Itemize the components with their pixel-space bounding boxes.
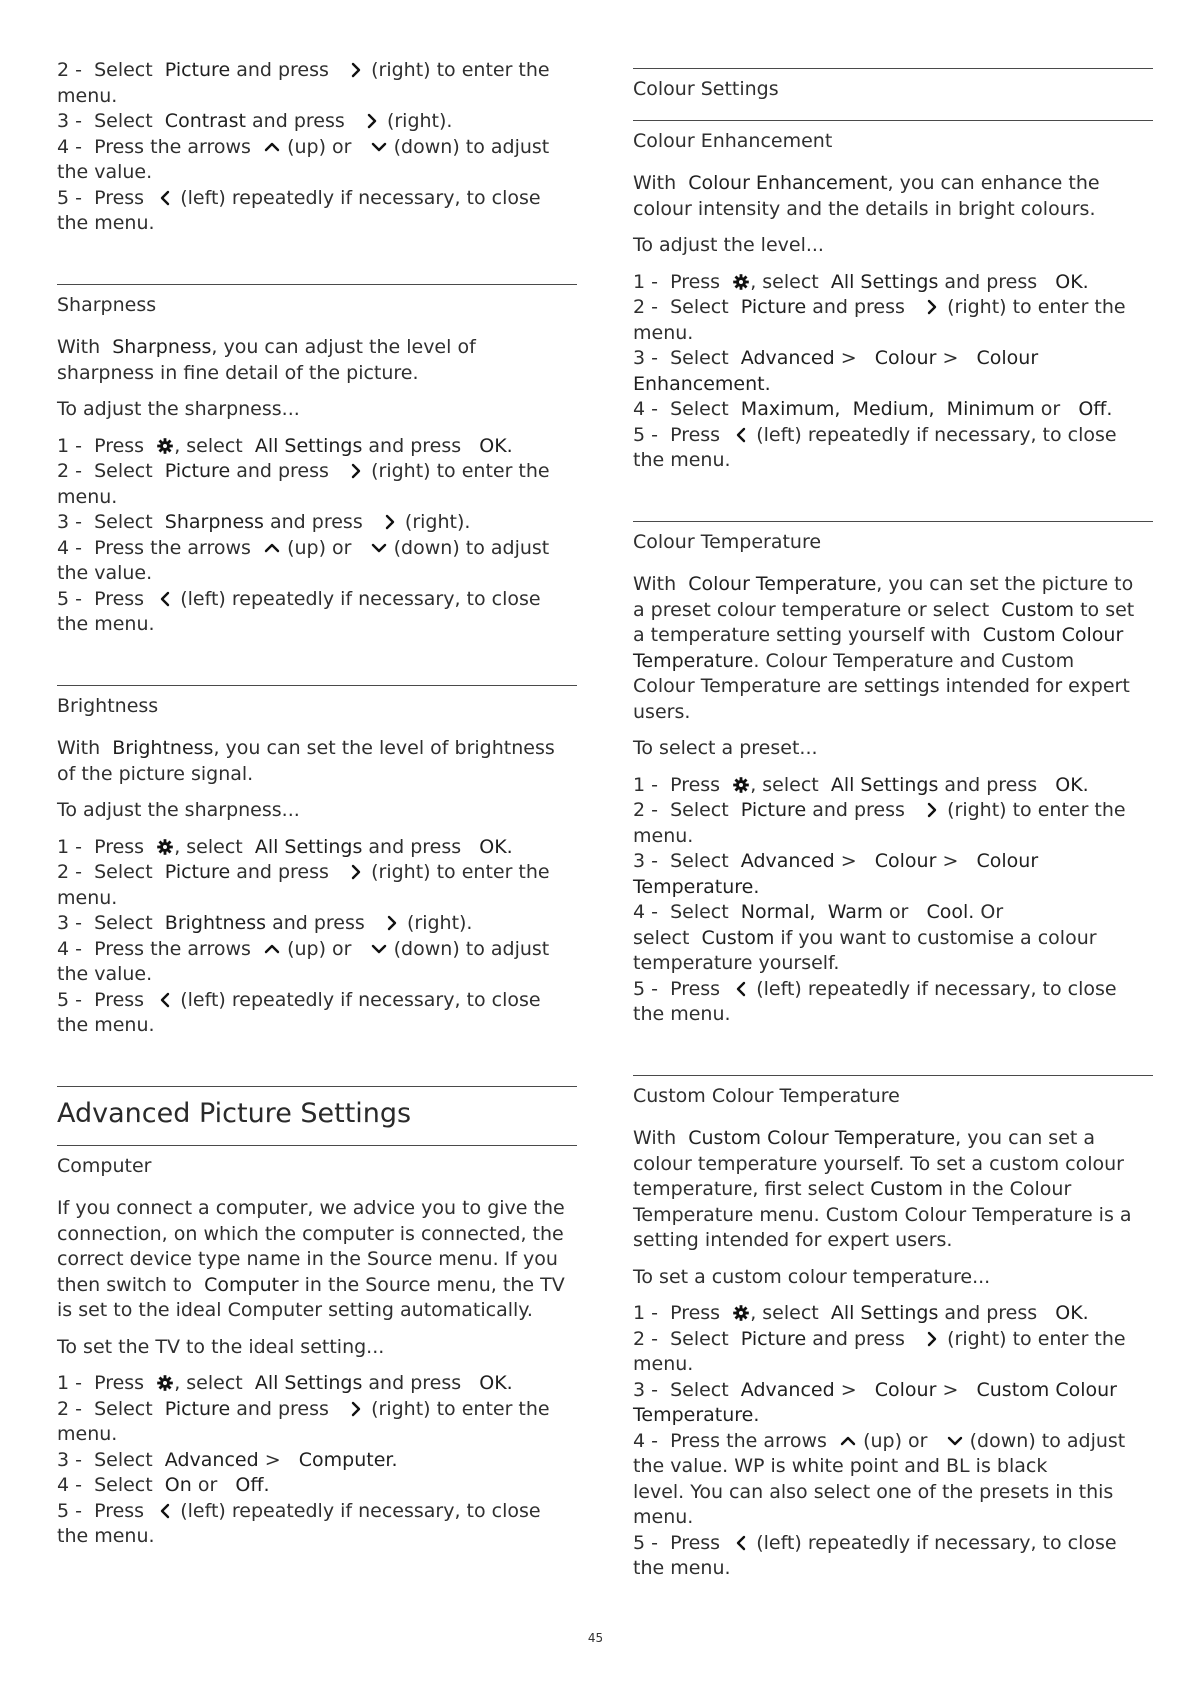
intro-text: temperature, first select Custom in the Colour — [633, 1178, 1072, 1200]
chevron-left-icon — [156, 189, 174, 207]
chevron-down-icon — [370, 138, 388, 156]
step-line: level. You can also select one of the presets in this — [633, 1480, 1114, 1503]
step-line: 5 - Press (left) repeatedly if necessary, to close — [633, 977, 1117, 1000]
step-line: 3 - Select Advanced > Colour > Colour — [633, 850, 1039, 872]
lead-text: To set a custom colour temperature... — [633, 1265, 991, 1288]
step-line: select Custom if you want to customise a colour — [633, 926, 1097, 949]
custom-colour-temperature-section — [633, 1075, 1153, 1582]
brightness-section — [57, 685, 577, 1039]
body-text: then switch to Computer in the Source menu, the TV — [57, 1273, 565, 1296]
step-line: 3 - Select Contrast and press (right). — [57, 110, 453, 132]
intro-text: With Custom Colour Temperature, you can set a — [633, 1127, 1096, 1149]
chevron-right-icon — [347, 462, 365, 480]
body-text: connection, on which the computer is connected, the — [57, 1222, 564, 1245]
step-line: menu. — [633, 1353, 694, 1375]
chevron-left-icon — [732, 426, 750, 444]
computer-subsection — [57, 1145, 577, 1550]
sharpness-section — [57, 284, 577, 638]
step-line: the menu. — [633, 1557, 731, 1579]
step-line: menu. — [57, 84, 118, 107]
chevron-down-icon — [946, 1432, 964, 1450]
step-line: 4 - Select On or Off. — [57, 1474, 270, 1496]
step-line: 3 - Select Sharpness and press (right). — [57, 511, 471, 533]
step-line: 2 - Select Picture and press (right) to enter the — [57, 59, 550, 81]
step-line: 4 - Press the arrows (up) or (down) to adjust — [633, 1429, 1126, 1452]
chevron-down-icon — [370, 539, 388, 557]
intro-text: a preset colour temperature or select Custom to set — [633, 598, 1135, 621]
intro-text: Temperature. Colour Temperature and Custom — [633, 649, 1075, 672]
lead-text: To adjust the sharpness... — [57, 398, 300, 420]
step-line: 1 - Press , select All Settings and press OK. — [57, 1372, 513, 1394]
colour-enhancement-subsection — [633, 120, 1153, 474]
chevron-right-icon — [347, 863, 365, 881]
step-line: the menu. — [57, 212, 155, 234]
step-line: the menu. — [57, 613, 155, 635]
chapter-title: Advanced Picture Settings — [57, 1097, 412, 1129]
left-column — [57, 58, 577, 1550]
steps-list — [57, 835, 577, 1039]
chevron-right-icon — [363, 112, 381, 130]
chevron-left-icon — [732, 1534, 750, 1552]
steps-list — [57, 1371, 577, 1550]
section-title: Custom Colour Temperature — [633, 1084, 900, 1107]
step-line: the menu. — [633, 1003, 731, 1025]
step-line: the value. — [57, 161, 153, 183]
intro-text: Temperature menu. Custom Colour Temperature is a — [633, 1203, 1132, 1226]
step-line: 1 - Press , select All Settings and press OK. — [57, 835, 513, 858]
right-column — [633, 58, 1153, 1582]
step-line: 5 - Press (left) repeatedly if necessary, to close — [57, 587, 541, 610]
intro-text: sharpness in fine detail of the picture. — [57, 361, 419, 384]
gear-icon — [732, 1304, 750, 1322]
step-line: Enhancement. — [633, 372, 771, 395]
section-title: Colour Enhancement — [633, 129, 833, 152]
lead-text: To select a preset... — [633, 737, 818, 759]
lead-text: To adjust the sharpness... — [57, 799, 300, 821]
page-number: 45 — [587, 1631, 604, 1645]
intro-text: colour temperature yourself. To set a custom colour — [633, 1152, 1124, 1175]
colour-settings-section — [633, 68, 1153, 474]
step-line: the value. WP is white point and BL is black — [633, 1455, 1048, 1477]
body-text: is set to the ideal Computer setting automatically. — [57, 1299, 533, 1321]
section-title: Sharpness — [57, 293, 157, 316]
lead-text: To set the TV to the ideal setting... — [57, 1335, 385, 1358]
step-line: Temperature. — [633, 1404, 760, 1426]
step-line: 4 - Press the arrows (up) or (down) to adjust — [57, 135, 550, 158]
step-line: 5 - Press (left) repeatedly if necessary, to close — [57, 1499, 541, 1522]
lead-text: To adjust the level... — [633, 234, 824, 256]
chevron-up-icon — [263, 940, 281, 958]
chevron-left-icon — [156, 991, 174, 1009]
intro-text: a temperature setting yourself with Custom Colour — [633, 624, 1124, 646]
step-line: menu. — [57, 886, 118, 909]
step-line: 3 - Select Advanced > Computer. — [57, 1448, 398, 1471]
step-line: 3 - Select Brightness and press (right). — [57, 912, 473, 934]
step-line: 2 - Select Picture and press (right) to enter the — [57, 460, 550, 482]
step-line: 2 - Select Picture and press (right) to enter the — [57, 861, 550, 883]
step-line: 2 - Select Picture and press (right) to enter the — [633, 296, 1126, 318]
step-line: the menu. — [57, 1014, 155, 1036]
chevron-down-icon — [370, 940, 388, 958]
step-line: 1 - Press , select All Settings and press OK. — [633, 773, 1089, 796]
chevron-left-icon — [156, 1502, 174, 1520]
intro-text: of the picture signal. — [57, 762, 254, 785]
step-line: the value. — [57, 562, 153, 584]
section-title: Colour Temperature — [633, 530, 822, 553]
step-line: 2 - Select Picture and press (right) to enter the — [57, 1397, 550, 1420]
steps-list — [633, 1301, 1153, 1582]
contrast-steps — [57, 58, 577, 237]
chevron-right-icon — [347, 1400, 365, 1418]
step-line: the value. — [57, 963, 153, 985]
intro-text: users. — [633, 700, 691, 723]
section-title: Colour Settings — [633, 78, 779, 100]
chevron-left-icon — [156, 590, 174, 608]
step-line: menu. — [57, 1423, 118, 1445]
step-line: Temperature. — [633, 875, 760, 898]
intro-text: With Brightness, you can set the level of brightness — [57, 737, 555, 759]
step-line: 3 - Select Advanced > Colour > Colour — [633, 347, 1039, 369]
intro-text: With Colour Temperature, you can set the picture to — [633, 573, 1134, 595]
step-line: 1 - Press , select All Settings and press OK. — [57, 434, 513, 457]
step-line: 4 - Press the arrows (up) or (down) to adjust — [57, 937, 550, 960]
chevron-right-icon — [923, 801, 941, 819]
intro-text: With Sharpness, you can adjust the level of — [57, 336, 476, 358]
gear-icon — [156, 1374, 174, 1392]
gear-icon — [732, 273, 750, 291]
step-line: the menu. — [633, 449, 731, 471]
intro-text: Colour Temperature are settings intended for expert — [633, 675, 1130, 697]
step-line: 5 - Press (left) repeatedly if necessary, to close — [57, 988, 541, 1011]
chevron-left-icon — [732, 980, 750, 998]
intro-text: colour intensity and the details in bright colours. — [633, 197, 1096, 220]
steps-list — [57, 434, 577, 638]
step-line: 5 - Press (left) repeatedly if necessary, to close — [57, 186, 541, 209]
step-line: 4 - Press the arrows (up) or (down) to adjust — [57, 536, 550, 559]
body-text: correct device type name in the Source menu. If you — [57, 1248, 558, 1270]
intro-text: With Colour Enhancement, you can enhance the — [633, 172, 1100, 194]
steps-list — [633, 773, 1153, 1028]
step-line: 4 - Select Normal, Warm or Cool. Or — [633, 901, 1004, 923]
colour-temperature-section — [633, 521, 1153, 1028]
step-line: menu. — [633, 1506, 694, 1528]
step-line: 3 - Select Advanced > Colour > Custom Colour — [633, 1378, 1117, 1401]
step-line: 1 - Press , select All Settings and press OK. — [633, 270, 1089, 293]
intro-text: setting intended for expert users. — [633, 1229, 953, 1251]
step-line: 2 - Select Picture and press (right) to enter the — [633, 1327, 1126, 1350]
step-line: 5 - Press (left) repeatedly if necessary, to close — [633, 423, 1117, 446]
step-line: the menu. — [57, 1525, 155, 1547]
gear-icon — [156, 838, 174, 856]
step-line: temperature yourself. — [633, 952, 840, 974]
gear-icon — [732, 776, 750, 794]
step-line: menu. — [633, 321, 694, 344]
chevron-up-icon — [263, 138, 281, 156]
step-line: 2 - Select Picture and press (right) to enter the — [633, 799, 1126, 821]
step-line: 1 - Press , select All Settings and press OK. — [633, 1302, 1089, 1324]
chevron-right-icon — [923, 1330, 941, 1348]
advanced-picture-settings-section — [57, 1086, 577, 1550]
step-line: 4 - Select Maximum, Medium, Minimum or Off. — [633, 398, 1113, 420]
section-title: Brightness — [57, 694, 159, 717]
step-line: menu. — [633, 824, 694, 847]
step-line: 5 - Press (left) repeatedly if necessary, to close — [633, 1531, 1117, 1554]
chevron-right-icon — [347, 61, 365, 79]
body-text: If you connect a computer, we advice you to give the — [57, 1197, 565, 1219]
section-title: Computer — [57, 1154, 152, 1177]
steps-list — [633, 270, 1153, 474]
step-line: menu. — [57, 485, 118, 508]
chevron-up-icon — [263, 539, 281, 557]
chevron-up-icon — [839, 1432, 857, 1450]
chevron-right-icon — [923, 298, 941, 316]
chevron-right-icon — [383, 914, 401, 932]
chevron-right-icon — [381, 513, 399, 531]
gear-icon — [156, 437, 174, 455]
